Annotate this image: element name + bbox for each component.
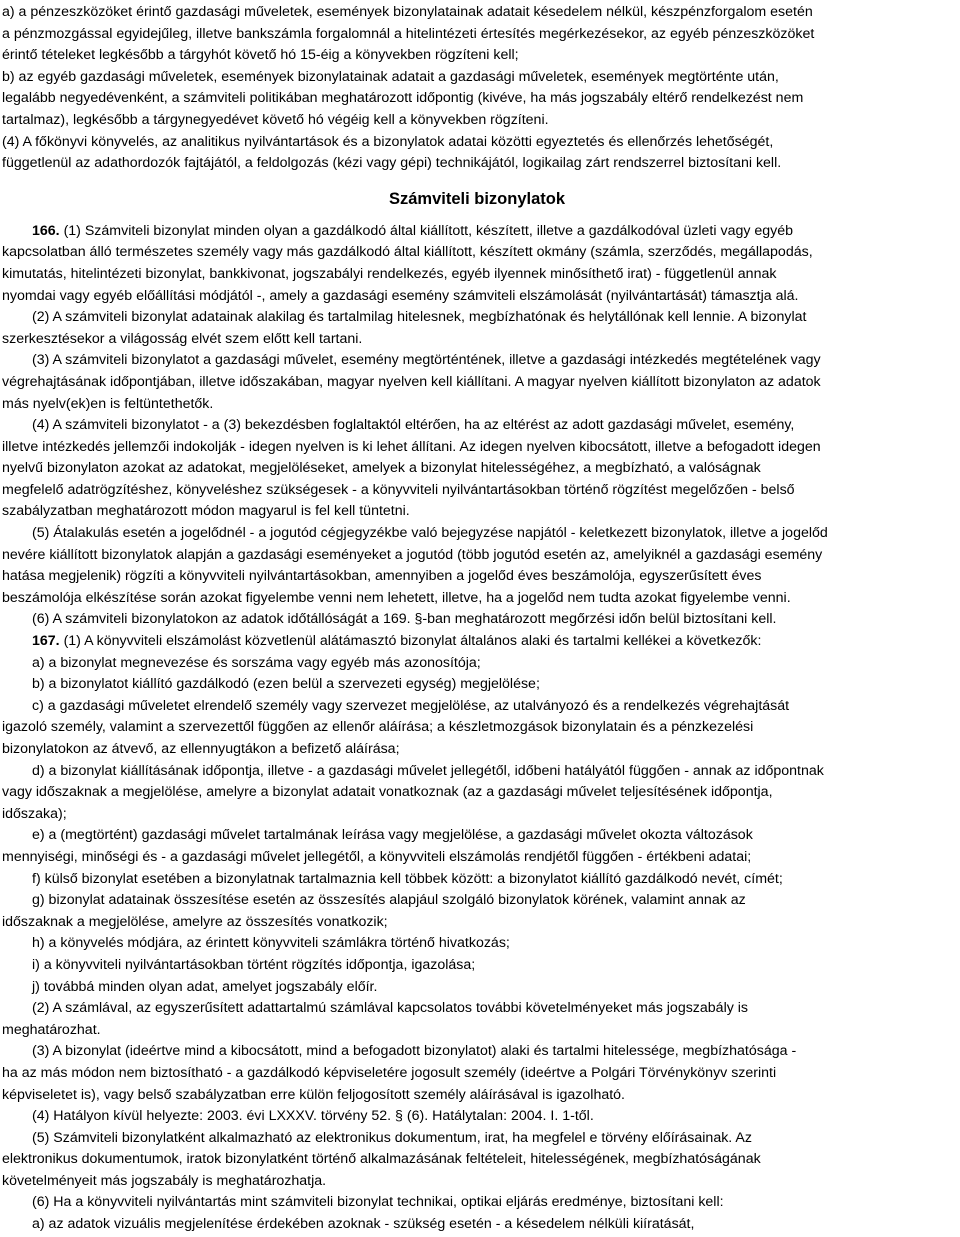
text-line: kapcsolatban álló természetes személy vagy más gazdálkodó által kiállított, készített okmány (számla, szerződés, megállapodás, [2,244,813,261]
text-line: g) bizonylat adatainak összesítése esetén az összesítés alapjául szolgáló bizonylatok körének, valamint annak az [32,892,746,909]
text-line: nyomdai vagy egyéb előállítási módjától -, amely a gazdasági esemény számviteli elszámolását (nyilvántartását) támasztja alá. [2,287,799,304]
text-line: (5) Átalakulás esetén a jogelődnél - a jogutód cégjegyzékbe való bejegyzése napjától - keletkezett bizonylatok, illetve a jogelőd [32,525,828,542]
text-line: illetve intézkedés jellemzői indokolják - idegen nyelven is ki lehet állítani. Az idegen nyelven kibocsátott, illetve a befogadott idegen [2,438,821,455]
text-line: időszaknak a megjelölése, amelyre az összesítés vonatkozik; [2,913,388,930]
text-line: j) továbbá minden olyan adat, amelyet jogszabály előír. [32,978,378,995]
section-166 [2,221,952,631]
section-number: 166. [32,222,60,239]
section-166-first-line [2,221,952,243]
text-line: a) az adatok vizuális megjelenítése érdekében azoknak - szükség esetén - a késedelem nélküli kiíratását, [32,1216,695,1233]
text-line: (1) A könyvviteli elszámolást közvetlenül alátámasztó bizonylat általános alaki és tartalmi kellékei a következők: [59,633,762,650]
text-line: a) a bizonylat megnevezése és sorszáma vagy egyéb más azonosítója; [32,654,481,671]
top-text-block [2,2,952,175]
text-line: (2) A számviteli bizonylat adatainak alakilag és tartalmilag hitelesnek, megbízhatónak és helytállónak kell lennie. A bizonylat [32,309,807,326]
text-line: kimutatás, hitelintézeti bizonylat, bankkivonat, jogszabályi rendelkezés, egyéb ilyennek minősíthető irat) - függetlenül annak [2,265,777,282]
text-line: (1) Számviteli bizonylat minden olyan a gazdálkodó által kiállított, készített, illetve a gazdálkodóval üzleti vagy egyéb [59,222,794,239]
text-line: bizonylatokon az átvevő, az ellennyugtákon a befizető aláírása; [2,741,400,757]
text-line: (4) A számviteli bizonylatot - a (3) bekezdésben foglaltaktól eltérően, ha az eltérést az adott gazdasági művelet, esemény, [32,417,795,434]
text-line: a pénzmozgással egyidejűleg, illetve bankszámla forgalomnál a hitelintézeti értesítés megérkezésekor, az egyéb pénzeszközöket [2,25,815,42]
text-line: nevére kiállított bizonylatok alapján a gazdasági eseményeket a jogutód (több jogutód esetén az, amelyiknél a gazdasági esemény [2,546,823,563]
text-line: végrehajtásának időpontjában, illetve időszakában, magyar nyelven kell kiállítani. A magyar nyelven kiállított bizonylaton az adatok [2,373,821,390]
text-line: e) a (megtörtént) gazdasági művelet tartalmának leírása vagy megjelölése, a gazdasági művelet okozta változások [32,827,753,844]
text-line: c) a gazdasági műveletet elrendelő személy vagy szervezet megjelölése, az utalványozó és a rendelkezés végrehajtását [32,697,790,714]
text-line: tartalmaz), legkésőbb a tárgynegyedévet követő hó végéig kell a könyvekben rögzíteni. [2,111,549,128]
text-line: mennyiségi, minőségi és - a gazdasági művelet jellegétől, a könyvviteli elszámolás rendjétől függően - értékbeni adatai; [2,848,752,865]
text-line: i) a könyvviteli nyilvántartásokban történt rögzítés időpontja, igazolása; [32,956,476,973]
text-line: nyelvű bizonylaton azokat az adatokat, megjelöléseket, amelyek a bizonylat hitelességéhez, a megbízható, a valóságnak [2,460,761,477]
text-line: képviseletet is), vagy belső szabályzatban erre külön feljogosított személy aláírásával is igazolható. [2,1086,625,1103]
text-line: (4) A főkönyvi könyvelés, az analitikus nyilvántartások és a bizonylatok adatai közötti egyeztetés és ellenőrzés lehetőségét, [2,133,774,150]
text-line: függetlenül az adathordozók fajtájától, a feldolgozás (kézi vagy gépi) technikájától, logikailag zárt rendszerrel biztosítani kell. [2,155,782,172]
text-line: ha az más módon nem biztosítható - a gazdálkodó képviseletére jogosult személy (ideértve a Polgári Törvénykönyv szerinti [2,1064,777,1081]
text-line: h) a könyvelés módjára, az érintett könyvviteli számlákra történő hivatkozás; [32,935,510,952]
section-167 [2,631,952,1236]
text-line: d) a bizonylat kiállításának időpontja, illetve - a gazdasági művelet jellegétől, időbeni hatályától függően - annak az időpontnak [32,762,824,779]
text-line: legalább negyedévenként, a számviteli politikában meghatározott időpontig (kivéve, ha más jogszabály eltérő rendelkezést nem [2,90,804,107]
text-line: (3) A bizonylat (ideértve mind a kibocsátott, mind a befogadott bizonylatot) alaki és tartalmi hitelessége, megbízhatósága - [32,1043,797,1060]
text-line: érintő tételeket legkésőbb a tárgyhót követő hó 15-éig a könyvekben rögzíteni kell; [2,47,519,64]
text-line: (4) Hatályon kívül helyezte: 2003. évi LXXXV. törvény 52. § (6). Hatálytalan: 2004. I. 1-től. [32,1108,594,1125]
text-line: megfelelő adatrögzítéshez, könyveléshez szükségesek - a könyvviteli nyilvántartásokban történő rögzítést megelőzően - belső [2,481,795,498]
text-line: (2) A számlával, az egyszerűsített adattartalmú számlával kapcsolatos további követelményeket más jogszabály is [32,1000,749,1017]
text-line: (3) A számviteli bizonylatot a gazdasági művelet, esemény megtörténtének, illetve a gazdasági intézkedés megtételének vagy [32,352,821,369]
text-line: követelményeit más jogszabály is meghatározhatja. [2,1172,327,1189]
text-line: hatása megjelenik) rögzíti a könyvviteli nyilvántartásokban, amennyiben a jogelőd éves beszámolója, egyszerűsített éves [2,568,762,585]
text-line: b) a bizonylatot kiállító gazdálkodó (ezen belül a szervezeti egység) megjelölése; [32,676,540,693]
text-line: b) az egyéb gazdasági műveletek, események bizonylatainak adatait a gazdasági műveletek, események megtörténte után, [2,68,779,85]
text-line: időszaka); [2,805,67,822]
text-line: igazoló személy, valamint a szervezettől függően az ellenőr aláírása; a készletmozgások bizonylatain és a pénzkezelési [2,719,754,736]
section-number: 167. [32,633,60,650]
section-167-first-line [2,631,952,653]
text-line: a) a pénzeszközöket érintő gazdasági műveletek, események bizonylatainak adatait késedelem nélkül, készpénzforgalom esetén [2,4,813,20]
text-line: (5) Számviteli bizonylatként alkalmazható az elektronikus dokumentum, irat, ha megfelel e törvény előírásainak. Az [32,1129,752,1146]
text-line: beszámolója elkészítése során azokat figyelembe venni nem lehetett, illetve, ha a jogelőd nem tudta azokat figyelembe venni. [2,589,791,606]
text-line: szerkesztésekor a világosság elvét szem előtt kell tartani. [2,330,363,347]
text-line: szabályzatban meghatározott módon magyarul is fel kell tüntetni. [2,503,410,520]
text-line: meghatározhat. [2,1021,101,1038]
text-line: más nyelv(ek)en is feltüntethetők. [2,395,214,412]
text-line: (6) A számviteli bizonylatokon az adatok időtállóságát a 169. §-ban meghatározott megőrzési időn belül biztosítani kell. [32,611,777,628]
text-line: f) külső bizonylat esetében a bizonylatnak tartalmaznia kell többek között: a bizonylatot kiállító gazdálkodó nevét, címét; [32,870,783,887]
text-line: vagy időszaknak a megjelölése, amelyre a bizonylat adatait vonatkoznak (az a gazdasági művelet teljesítésének időpontja, [2,784,773,801]
text-line: elektronikus dokumentumok, iratok bizonylatként történő alkalmazásának feltételeit, hitelességének, megbízhatóságának [2,1151,761,1168]
text-line: (6) Ha a könyvviteli nyilvántartás mint számviteli bizonylat technikai, optikai eljárás eredménye, biztosítani kell: [32,1194,724,1211]
section-heading: Számviteli bizonylatok [388,189,566,208]
